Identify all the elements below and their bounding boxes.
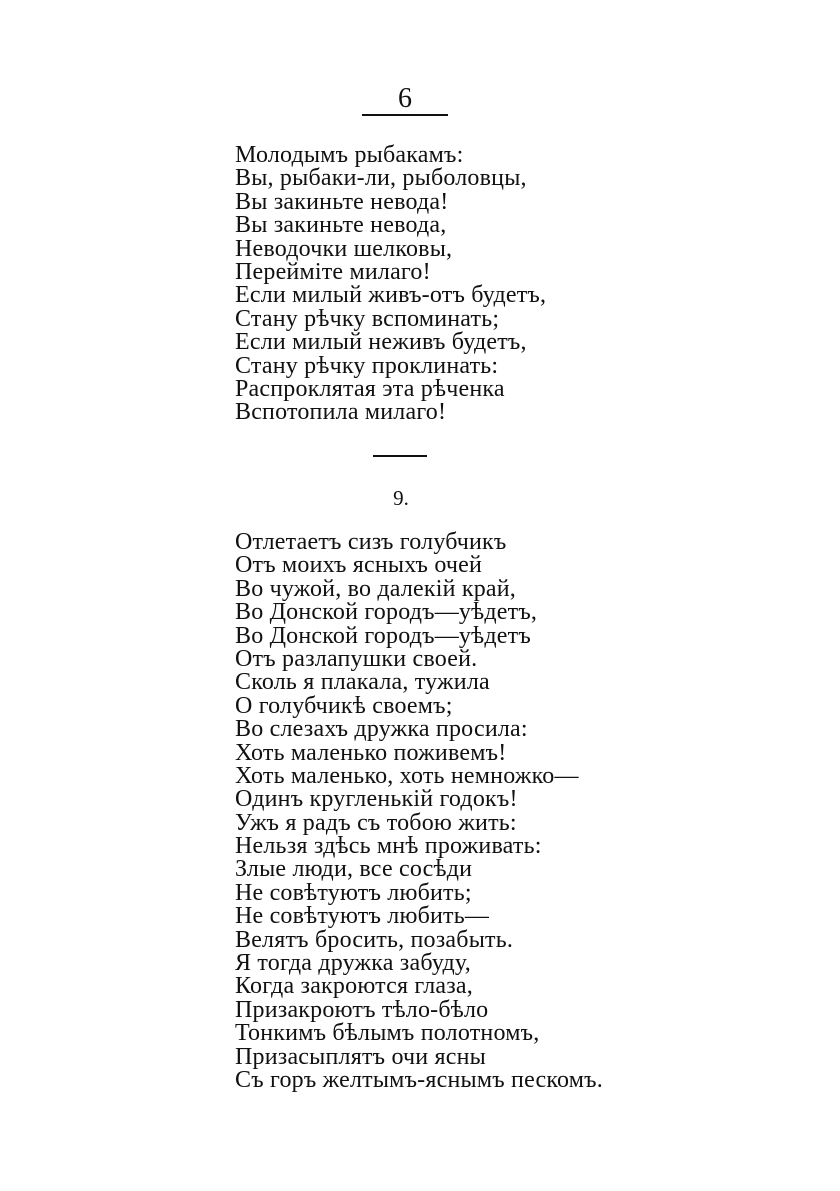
poem-line: Хоть маленько поживемъ!: [235, 739, 507, 766]
poem-line: Молодымъ рыбакамъ:: [235, 142, 464, 168]
poem-line: Отлетаетъ сизъ голубчикъ: [235, 529, 507, 555]
poem-line: Одинъ кругленькій годокъ!: [235, 786, 518, 813]
poem-line: Перейміте милаго!: [235, 258, 431, 285]
poem-line: Отъ моихъ ясныхъ очей: [235, 552, 483, 579]
poem-line: Во Донской городъ—уѣдетъ: [235, 622, 531, 649]
poem-line: Во Донской городъ—уѣдетъ,: [235, 599, 538, 626]
poem-line: Вы закиньте невода,: [235, 212, 447, 239]
poem-line: Стану рѣчку проклинать:: [235, 352, 499, 379]
poem-line: Призасыплятъ очи ясны: [235, 1043, 486, 1070]
poem-line: Если милый неживъ будетъ,: [235, 329, 527, 356]
poem-line: Отъ разлапушки своей.: [235, 645, 478, 672]
poem-line: Я тогда дружка забуду,: [235, 950, 471, 977]
poem-line: Сколь я плакала, тужила: [235, 669, 490, 696]
poem-bottom: [235, 531, 603, 1092]
page-number-underline: [362, 114, 448, 116]
poem-line: Распроклятая эта рѣченка: [235, 375, 505, 402]
section-number: 9.: [393, 486, 409, 510]
poem-line: Вы, рыбаки-ли, рыболовцы,: [235, 165, 527, 192]
poem-line: Тонкимъ бѣлымъ полотномъ,: [235, 1020, 540, 1047]
poem-line: Стану рѣчку вспоминать;: [235, 305, 500, 332]
poem-line: Во чужой, во далекій край,: [235, 575, 516, 602]
page-number-block: [362, 84, 448, 118]
poem-line: Съ горъ желтымъ-яснымъ пескомъ.: [235, 1066, 603, 1093]
poem-line: Злые люди, все сосѣди: [235, 856, 473, 883]
poem-line: О голубчикѣ своемъ;: [235, 692, 453, 719]
poem-line: Во слезахъ дружка просила:: [235, 716, 528, 743]
poem-line: Призакроютъ тѣло-бѣло: [235, 996, 489, 1023]
poem-line: Не совѣтуютъ любить;: [235, 879, 472, 906]
poem-line: Когда закроются глаза,: [235, 973, 473, 1000]
section-separator: [373, 455, 427, 457]
poem-line: Велятъ бросить, позабыть.: [235, 926, 514, 953]
poem-line: Вы закиньте невода!: [235, 188, 449, 215]
poem-line: Ужъ я радъ съ тобою жить:: [235, 809, 517, 836]
poem-line: Вспотопила милаго!: [235, 399, 447, 426]
poem-top: [235, 144, 546, 425]
poem-line: Не совѣтуютъ любить—: [235, 903, 490, 930]
poem-line: Нельзя здѣсь мнѣ проживать:: [235, 833, 542, 860]
page-number: 6: [398, 83, 412, 114]
poem-line: Хоть маленько, хоть немножко—: [235, 762, 579, 789]
poem-line: Неводочки шелковы,: [235, 235, 453, 262]
poem-line: Если милый живъ-отъ будетъ,: [235, 282, 547, 309]
